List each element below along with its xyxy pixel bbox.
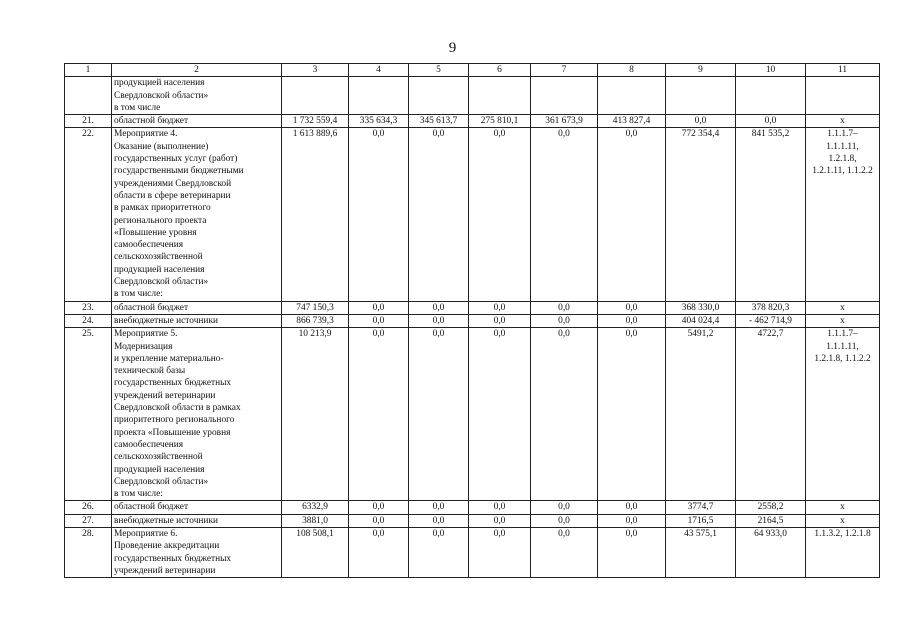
column-header: 8 [598, 64, 666, 77]
value-cell: 0,0 [469, 501, 531, 514]
row-description [112, 77, 282, 115]
row-description [112, 514, 282, 527]
reference-line: 1.1.1.7– [827, 129, 858, 140]
row-description [112, 527, 282, 577]
description-line: государственных бюджетных [114, 378, 232, 389]
value-cell: 335 634,3 [349, 115, 409, 128]
value-cell: 0,0 [598, 128, 666, 301]
value-cell: 0,0 [469, 128, 531, 301]
reference-line: 1.1.3.2, 1.2.1.8 [814, 528, 871, 539]
value-cell: 0,0 [531, 527, 598, 577]
value-cell: 0,0 [598, 514, 666, 527]
description-line: области в сфере ветеринарии [114, 190, 231, 201]
column-header: 10 [736, 64, 806, 77]
description-line: областной бюджет [114, 116, 189, 127]
value-cell: 368 330,0 [666, 301, 736, 314]
column-header: 11 [806, 64, 880, 77]
description-line: учреждений ветеринарии [114, 390, 216, 401]
table-row [65, 77, 880, 115]
description-line: Мероприятие 5. [114, 329, 178, 340]
description-line: Свердловской области» [114, 277, 209, 288]
column-header: 6 [469, 64, 531, 77]
value-cell: 0,0 [409, 128, 469, 301]
value-cell: 841 535,2 [736, 128, 806, 301]
value-cell: 0,0 [349, 527, 409, 577]
description-line: приоритетного регионального [114, 415, 235, 426]
table-body [65, 64, 880, 578]
value-cell: 0,0 [598, 301, 666, 314]
description-line: в рамках приоритетного [114, 203, 211, 214]
value-cell: 0,0 [598, 314, 666, 327]
value-cell: 108 508,1 [282, 527, 349, 577]
target-reference [806, 77, 880, 115]
row-description [112, 314, 282, 327]
target-reference [806, 501, 880, 514]
target-reference [806, 301, 880, 314]
value-cell: 3774,7 [666, 501, 736, 514]
value-cell: 0,0 [349, 301, 409, 314]
description-line: в том числе: [114, 489, 163, 500]
description-line: «Повышение уровня [114, 227, 197, 238]
value-cell [349, 77, 409, 115]
description-line: Проведение аккредитации [114, 541, 220, 552]
value-cell: 0,0 [349, 128, 409, 301]
column-header: 2 [112, 64, 282, 77]
value-cell: 10 213,9 [282, 328, 349, 501]
reference-line: х [840, 116, 845, 127]
reference-line: х [840, 502, 845, 513]
column-header: 5 [409, 64, 469, 77]
description-line: регионального проекта [114, 215, 207, 226]
value-cell: 0,0 [469, 328, 531, 501]
description-line: Свердловской области» [114, 90, 209, 101]
value-cell: 2558,2 [736, 501, 806, 514]
value-cell: 361 673,9 [531, 115, 598, 128]
reference-line: 1.2.1.8, [828, 154, 857, 165]
budget-table [64, 63, 880, 578]
value-cell [666, 77, 736, 115]
row-number: 22. [65, 128, 112, 301]
value-cell: 0,0 [736, 115, 806, 128]
description-line: областной бюджет [114, 502, 189, 513]
value-cell: 866 739,3 [282, 314, 349, 327]
value-cell: 1 732 559,4 [282, 115, 349, 128]
description-line: самообеспечения [114, 240, 184, 251]
value-cell: 0,0 [469, 514, 531, 527]
value-cell: 0,0 [409, 501, 469, 514]
row-number: 28. [65, 527, 112, 577]
description-line: продукцией населения [114, 78, 205, 89]
value-cell: 43 575,1 [666, 527, 736, 577]
column-header: 7 [531, 64, 598, 77]
value-cell: 6332,9 [282, 501, 349, 514]
description-line: учреждениями Свердловской [114, 178, 232, 189]
value-cell: 0,0 [349, 514, 409, 527]
value-cell: 0,0 [349, 328, 409, 501]
value-cell: 0,0 [531, 301, 598, 314]
row-number: 26. [65, 501, 112, 514]
description-line: Мероприятие 4. [114, 129, 178, 140]
value-cell: 0,0 [666, 115, 736, 128]
value-cell: 0,0 [409, 301, 469, 314]
value-cell: 378 820,3 [736, 301, 806, 314]
value-cell [531, 77, 598, 115]
value-cell: 0,0 [531, 128, 598, 301]
table-row [65, 527, 880, 577]
value-cell: 0,0 [469, 527, 531, 577]
value-cell: 0,0 [349, 501, 409, 514]
reference-line: х [840, 315, 845, 326]
value-cell: 404 024,4 [666, 314, 736, 327]
target-reference [806, 314, 880, 327]
description-line: Модернизация [114, 341, 173, 352]
value-cell [598, 77, 666, 115]
row-description [112, 128, 282, 301]
reference-line: х [840, 302, 845, 313]
description-line: государственных услуг (работ) [114, 154, 238, 165]
page-number: 9 [448, 40, 457, 56]
reference-line: 1.2.1.8, 1.1.2.2 [814, 353, 871, 364]
value-cell: 0,0 [469, 314, 531, 327]
table-row [65, 115, 880, 128]
description-line: государственными бюджетными [114, 166, 244, 177]
value-cell: 64 933,0 [736, 527, 806, 577]
description-line: государственных бюджетных [114, 553, 232, 564]
value-cell: 0,0 [598, 501, 666, 514]
target-reference [806, 128, 880, 301]
value-cell: 0,0 [531, 328, 598, 501]
value-cell: 0,0 [531, 514, 598, 527]
value-cell: 0,0 [409, 514, 469, 527]
table-row [65, 128, 880, 301]
column-header-row [65, 64, 880, 77]
value-cell: 2164,5 [736, 514, 806, 527]
description-line: сельскохозяйственной [114, 452, 203, 463]
value-cell: 0,0 [531, 314, 598, 327]
description-line: внебюджетные источники [114, 515, 219, 526]
column-header: 3 [282, 64, 349, 77]
value-cell: 0,0 [469, 301, 531, 314]
description-line: Мероприятие 6. [114, 528, 178, 539]
description-line: внебюджетные источники [114, 315, 219, 326]
column-header: 4 [349, 64, 409, 77]
description-line: учреждений ветеринарии [114, 565, 216, 576]
value-cell: 413 827,4 [598, 115, 666, 128]
value-cell: 1 613 889,6 [282, 128, 349, 301]
table-row [65, 514, 880, 527]
description-line: самообеспечения [114, 439, 184, 450]
description-line: Оказание (выполнение) [114, 141, 209, 152]
value-cell: - 462 714,9 [736, 314, 806, 327]
description-line: и укрепление материально- [114, 353, 224, 364]
value-cell: 275 810,1 [469, 115, 531, 128]
value-cell: 0,0 [598, 527, 666, 577]
row-number: 27. [65, 514, 112, 527]
table-row [65, 501, 880, 514]
value-cell: 0,0 [598, 328, 666, 501]
row-number: 21. [65, 115, 112, 128]
value-cell: 0,0 [531, 501, 598, 514]
reference-line: 1.1.1.11, [826, 141, 859, 152]
value-cell: 0,0 [349, 314, 409, 327]
row-number: 23. [65, 301, 112, 314]
table-row [65, 328, 880, 501]
row-number: 25. [65, 328, 112, 501]
description-line: в том числе [114, 102, 161, 113]
row-number [65, 77, 112, 115]
description-line: проекта «Повышение уровня [114, 427, 231, 438]
reference-line: 1.1.1.11, [826, 341, 859, 352]
description-line: технической базы [114, 366, 186, 377]
reference-line: 1.2.1.11, 1.1.2.2 [812, 166, 873, 177]
value-cell: 0,0 [409, 527, 469, 577]
table-row [65, 301, 880, 314]
row-description [112, 115, 282, 128]
target-reference [806, 328, 880, 501]
value-cell: 3881,0 [282, 514, 349, 527]
value-cell: 5491,2 [666, 328, 736, 501]
column-header: 9 [666, 64, 736, 77]
description-line: областной бюджет [114, 302, 189, 313]
value-cell [282, 77, 349, 115]
table-row [65, 314, 880, 327]
value-cell: 0,0 [409, 328, 469, 501]
description-line: Свердловской области в рамках [114, 403, 241, 414]
target-reference [806, 115, 880, 128]
value-cell: 747 150,3 [282, 301, 349, 314]
reference-line: 1.1.1.7– [827, 329, 858, 340]
value-cell: 0,0 [409, 314, 469, 327]
row-number: 24. [65, 314, 112, 327]
value-cell [469, 77, 531, 115]
value-cell: 1716,5 [666, 514, 736, 527]
description-line: продукцией населения [114, 264, 205, 275]
description-line: в том числе: [114, 289, 163, 300]
value-cell [736, 77, 806, 115]
column-header: 1 [65, 64, 112, 77]
description-line: сельскохозяйственной [114, 252, 203, 263]
row-description [112, 301, 282, 314]
description-line: Свердловской области» [114, 476, 209, 487]
description-line: продукцией населения [114, 464, 205, 475]
value-cell: 345 613,7 [409, 115, 469, 128]
target-reference [806, 527, 880, 577]
value-cell [409, 77, 469, 115]
row-description [112, 501, 282, 514]
value-cell: 4722,7 [736, 328, 806, 501]
value-cell: 772 354,4 [666, 128, 736, 301]
row-description [112, 328, 282, 501]
target-reference [806, 514, 880, 527]
reference-line: х [840, 515, 845, 526]
